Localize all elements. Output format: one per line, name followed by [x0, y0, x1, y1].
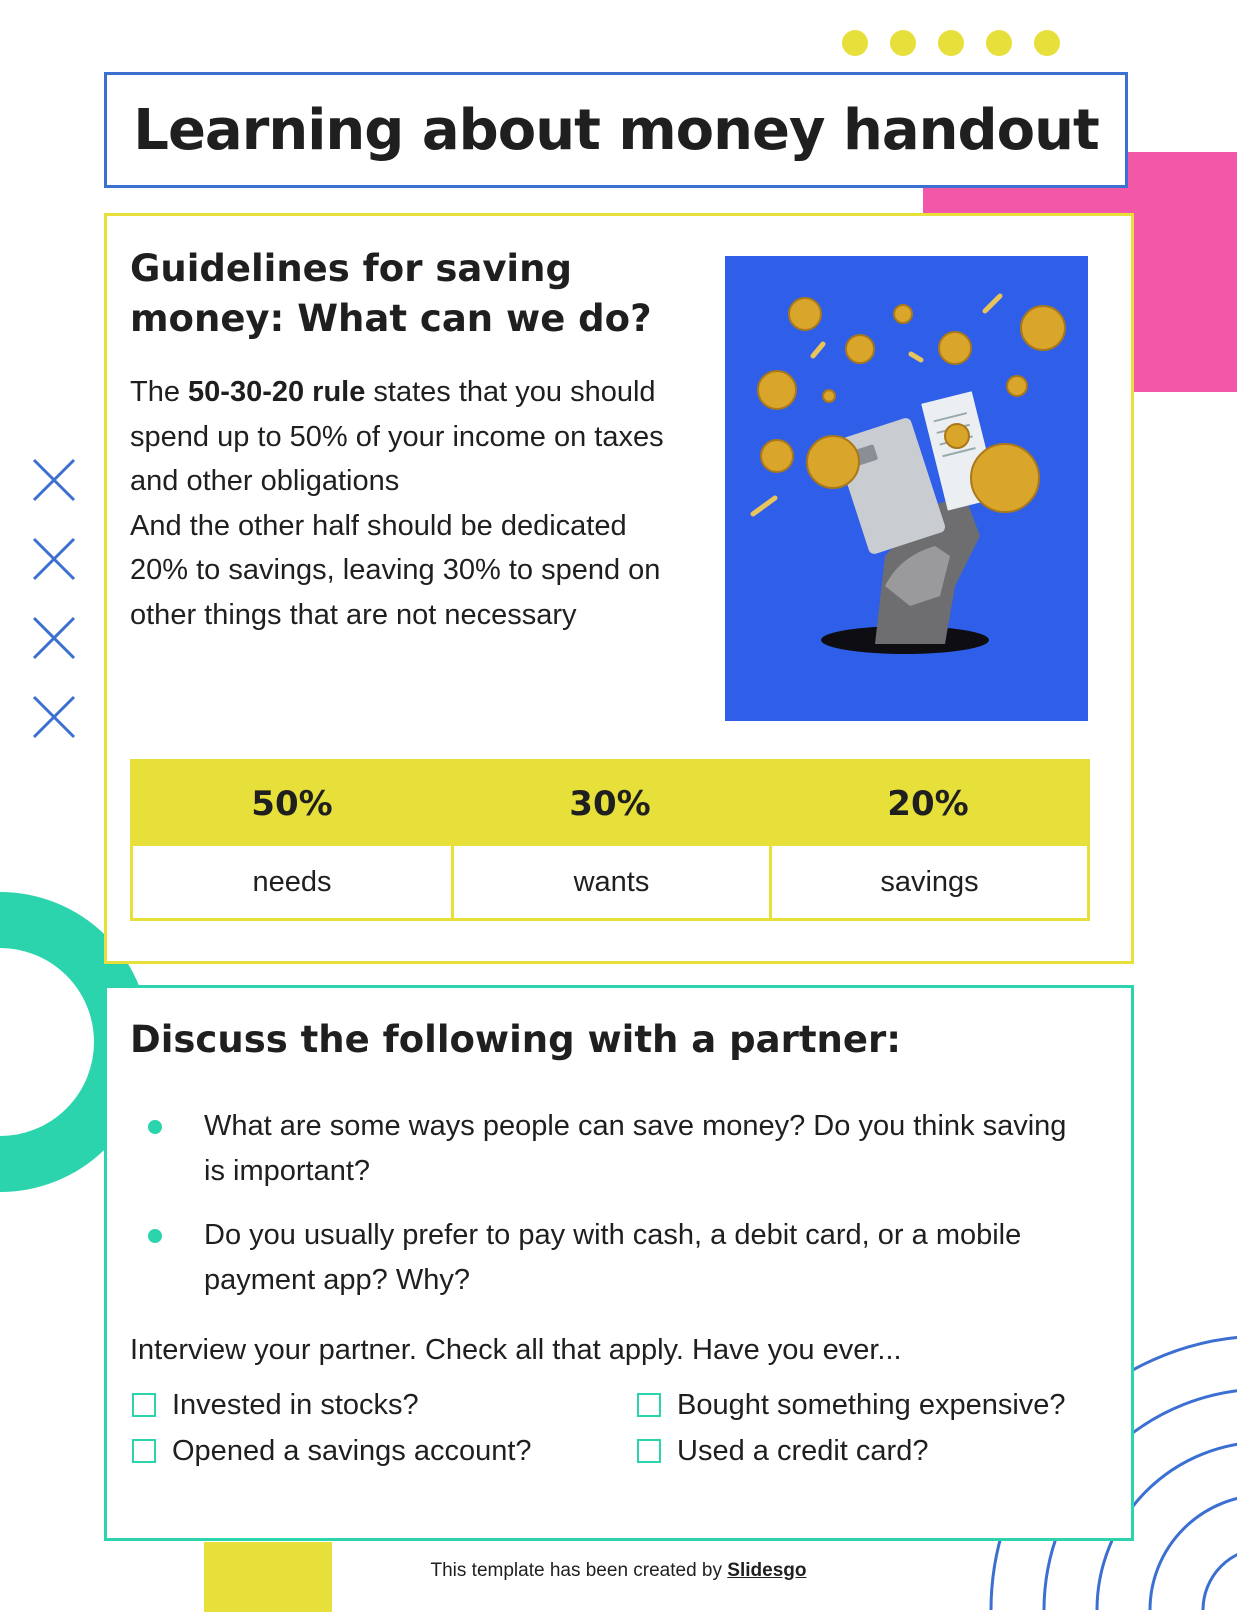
discussion-heading: Discuss the following with a partner: — [130, 1018, 901, 1061]
discussion-bullets — [130, 1104, 1090, 1322]
checkbox-icon[interactable] — [132, 1393, 156, 1417]
checkbox-item-expensive[interactable] — [637, 1385, 1112, 1425]
rule-percent-wants: 30% — [451, 762, 769, 846]
decorative-dots — [842, 30, 1060, 56]
checkbox-label: Used a credit card? — [677, 1434, 929, 1467]
footer-prefix: This template has been created by — [430, 1560, 728, 1581]
rule-percent-savings: 20% — [769, 762, 1087, 846]
dot-shape — [1034, 30, 1060, 56]
bullet-text: Do you usually prefer to pay with cash, a debit card, or a mobile payment app? Why? — [204, 1219, 1022, 1296]
rule-table — [130, 759, 1090, 921]
bullet-dot-icon — [148, 1120, 162, 1134]
x-mark-icon — [28, 691, 80, 743]
dot-shape — [842, 30, 868, 56]
page-title: Learning about money handout — [133, 97, 1099, 163]
decorative-x-marks — [28, 454, 80, 770]
title-box — [104, 72, 1128, 188]
checkbox-item-stocks[interactable] — [132, 1385, 637, 1425]
dot-shape — [890, 30, 916, 56]
body-rest: states that you should spend up to 50% of your income on taxes and other obligations — [130, 376, 664, 497]
money-photo — [725, 256, 1088, 721]
checkbox-item-credit-card[interactable] — [637, 1431, 1112, 1471]
checkbox-label: Opened a savings account? — [172, 1434, 532, 1467]
list-item — [130, 1213, 1090, 1302]
bullet-dot-icon — [148, 1229, 162, 1243]
checkbox-item-savings-account[interactable] — [132, 1431, 637, 1471]
x-mark-icon — [28, 533, 80, 585]
rule-label-needs: needs — [133, 846, 451, 918]
guidelines-body — [130, 370, 690, 637]
checkbox-list — [132, 1385, 1112, 1471]
checkbox-icon[interactable] — [637, 1439, 661, 1463]
x-mark-icon — [28, 612, 80, 664]
checkbox-icon[interactable] — [637, 1393, 661, 1417]
dot-shape — [986, 30, 1012, 56]
footer-credit — [0, 1560, 1237, 1582]
coins-hand-illustration-icon — [725, 256, 1088, 721]
checkbox-label: Bought something expensive? — [677, 1388, 1066, 1421]
rule-name: 50-30-20 rule — [188, 376, 366, 408]
checkbox-label: Invested in stocks? — [172, 1388, 419, 1421]
body-second: And the other half should be dedicated 20% to savings, leaving 30% to spend on other things that are not necessary — [130, 509, 661, 631]
dot-shape — [938, 30, 964, 56]
body-prefix: The — [130, 376, 189, 408]
interview-prompt: Interview your partner. Check all that apply. Have you ever... — [130, 1334, 902, 1366]
x-mark-icon — [28, 454, 80, 506]
rule-percent-needs: 50% — [133, 762, 451, 846]
rule-label-savings: savings — [769, 846, 1087, 918]
checkbox-icon[interactable] — [132, 1439, 156, 1463]
rule-label-wants: wants — [451, 846, 769, 918]
bullet-text: What are some ways people can save money? Do you think saving is important? — [204, 1110, 1067, 1187]
guidelines-heading: Guidelines for saving money: What can we do? — [130, 247, 652, 340]
footer-brand-link[interactable]: Slidesgo — [727, 1560, 807, 1581]
list-item — [130, 1104, 1090, 1193]
